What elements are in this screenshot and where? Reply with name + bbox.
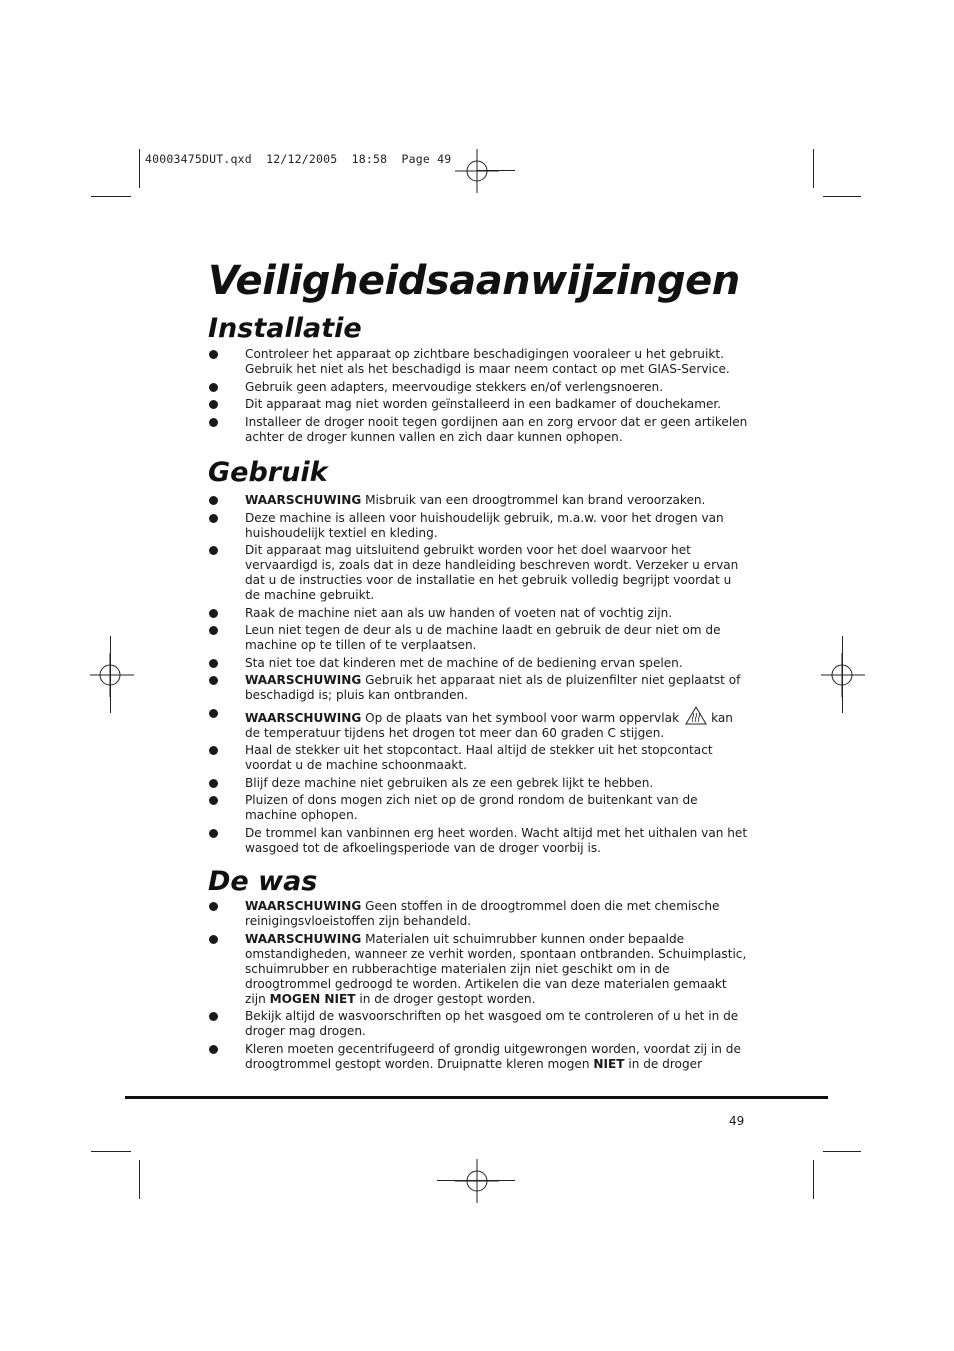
registration-mark-icon xyxy=(455,1159,499,1203)
crop-mark xyxy=(813,149,814,188)
list-item: WAARSCHUWING Misbruik van een droogtrommel kan brand veroorzaken. xyxy=(205,493,750,508)
registration-mark-icon xyxy=(90,653,134,697)
crop-mark xyxy=(110,636,111,713)
list-item: WAARSCHUWING Gebruik het apparaat niet als de pluizenfilter niet geplaatst of beschadigd is; pluis kan ontbranden. xyxy=(205,673,750,703)
list-item: Dit apparaat mag uitsluitend gebruikt worden voor het doel waarvoor het vervaardigd is, zoals dat in deze handleiding beschreven wordt. Verzeker u ervan dat u de instructies voor de installatie en het gebruik volledig begrijpt voordat u de machine gebruikt. xyxy=(205,543,750,603)
bullet-icon xyxy=(209,659,218,668)
list-item: De trommel kan vanbinnen erg heet worden. Wacht altijd met het uithalen van het wasgoed tot de afkoelingsperiode van de droger voorbij is. xyxy=(205,826,750,856)
de-was-list xyxy=(205,899,750,1074)
list-item: WAARSCHUWING Geen stoffen in de droogtrommel doen die met chemische reinigingsvloeistoffen zijn behandeld. xyxy=(205,899,750,929)
bullet-icon xyxy=(209,400,218,409)
list-item: Deze machine is alleen voor huishoudelijk gebruik, m.a.w. voor het drogen van huishoudelijk textiel en kleding. xyxy=(205,511,750,541)
list-item: Raak de machine niet aan als uw handen of voeten nat of vochtig zijn. xyxy=(205,606,750,621)
gebruik-list xyxy=(205,493,750,858)
page-title: Veiligheidsaanwijzingen xyxy=(208,258,740,304)
bullet-icon xyxy=(209,796,218,805)
bullet-icon xyxy=(209,779,218,788)
bullet-icon xyxy=(209,496,218,505)
list-item: Sta niet toe dat kinderen met de machine of de bediening ervan spelen. xyxy=(205,656,750,671)
bullet-icon xyxy=(209,514,218,523)
page-number: 49 xyxy=(729,1114,745,1128)
bullet-icon xyxy=(209,626,218,635)
bullet-icon xyxy=(209,1045,218,1054)
registration-mark-icon xyxy=(821,653,865,697)
crop-mark xyxy=(823,196,861,197)
list-item: Installeer de droger nooit tegen gordijnen aan en zorg ervoor dat er geen artikelen achter de droger kunnen vallen en zich daar kunnen ophopen. xyxy=(205,415,750,445)
section-heading-installatie: Installatie xyxy=(208,313,362,344)
list-item: Leun niet tegen de deur als u de machine laadt en gebruik de deur niet om de machine op te tillen of te verplaatsen. xyxy=(205,623,750,653)
print-slug: 40003475DUT.qxd 12/12/2005 18:58 Page 49 xyxy=(145,152,452,166)
crop-mark xyxy=(813,1160,814,1199)
crop-mark xyxy=(139,149,140,188)
section-heading-gebruik: Gebruik xyxy=(208,457,328,488)
list-item: Kleren moeten gecentrifugeerd of grondig uitgewrongen worden, voordat zij in de droogtrommel gestopt worden. Druipnatte kleren mogen NIET in de droger xyxy=(205,1042,750,1072)
bullet-icon xyxy=(209,609,218,618)
installatie-list xyxy=(205,347,750,447)
bullet-icon xyxy=(209,902,218,911)
crop-mark xyxy=(91,1151,131,1152)
bullet-icon xyxy=(209,1012,218,1021)
registration-mark-icon xyxy=(455,149,499,193)
list-item: Bekijk altijd de wasvoorschriften op het wasgoed om te controleren of u het in de droger mag drogen. xyxy=(205,1009,750,1039)
list-item: WAARSCHUWING Op de plaats van het symbool voor warm oppervlak kan de temperatuur tijdens het drogen tot meer dan 60 graden C stijgen. xyxy=(205,706,750,741)
list-item: Pluizen of dons mogen zich niet op de grond rondom de buitenkant van de machine ophopen. xyxy=(205,793,750,823)
crop-mark xyxy=(139,1160,140,1199)
bullet-icon xyxy=(209,546,218,555)
list-item: Controleer het apparaat op zichtbare beschadigingen vooraleer u het gebruikt. Gebruik het niet als het beschadigd is maar neem contact op met GIAS-Service. xyxy=(205,347,750,377)
bullet-icon xyxy=(209,709,218,718)
bullet-icon xyxy=(209,350,218,359)
footer-rule xyxy=(125,1096,828,1099)
crop-mark xyxy=(823,1151,861,1152)
list-item: Haal de stekker uit het stopcontact. Haal altijd de stekker uit het stopcontact voordat u de machine schoonmaakt. xyxy=(205,743,750,773)
bullet-icon xyxy=(209,746,218,755)
bullet-icon xyxy=(209,935,218,944)
crop-mark xyxy=(437,1180,515,1181)
bullet-icon xyxy=(209,676,218,685)
crop-mark xyxy=(842,636,843,713)
section-heading-de-was: De was xyxy=(208,866,318,897)
list-item: WAARSCHUWING Materialen uit schuimrubber kunnen onder bepaalde omstandigheden, wanneer ze verhit worden, spontaan ontbranden. Schuimplastic, schuimrubber en rubberachtige materialen zijn niet geschikt om in de droogtrommel gedroogd te worden. Artikelen die van deze materialen gemaakt zijn MOGEN NIET in de droger gestopt worden. xyxy=(205,932,750,1007)
list-item: Dit apparaat mag niet worden geïnstalleerd in een badkamer of douchekamer. xyxy=(205,397,750,412)
list-item: Gebruik geen adapters, meervoudige stekkers en/of verlengsnoeren. xyxy=(205,380,750,395)
crop-mark xyxy=(91,196,131,197)
bullet-icon xyxy=(209,418,218,427)
list-item: Blijf deze machine niet gebruiken als ze een gebrek lijkt te hebben. xyxy=(205,776,750,791)
hot-surface-warning-icon xyxy=(685,706,707,725)
bullet-icon xyxy=(209,829,218,838)
crop-mark xyxy=(477,170,515,171)
bullet-icon xyxy=(209,383,218,392)
